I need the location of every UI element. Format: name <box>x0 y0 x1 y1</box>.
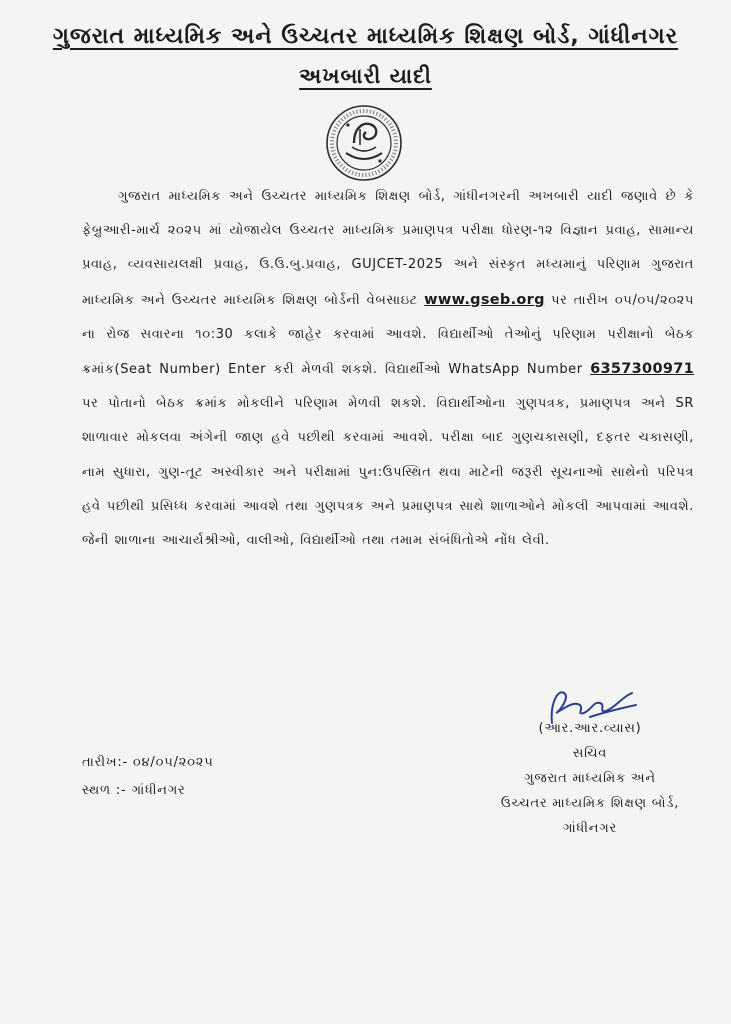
signature-block <box>470 716 710 841</box>
signatory-designation: સચિવ <box>572 746 608 761</box>
org-line-3: ગાંધીનગર <box>562 821 618 836</box>
date-place-block <box>82 749 214 805</box>
body-text-start: ગુજરાત માધ્યમિક અને ઉચ્ચતર માધ્યમિક શિક્ષણ બોર્ડ, ગાંધીનગરની અખબારી યાદી જણાવે છે કે ફેબ્રુઆરી-માર્ચ ૨૦૨૫ માં યોજાયેલ ઉચ્ચતર માધ્યમિક પ્રમાણપત્ર પરીક્ષા ધોરણ-૧૨ વિજ્ઞાન પ્રવાહ, સામાન્ય પ્રવાહ, વ્યવસાયલક્ષી પ્રવાહ, ઉ.ઉ.બુ.પ્રવાહ, GUJCET-2025 અને સંસ્કૃત મધ્યમાનું પરિણામ ગુજરાત માધ્યમિક અને ઉચ્ચતર માધ્યમિક શિક્ષણ બોર્ડની વેબસાઇટ <box>82 189 694 308</box>
org-line-1: ગુજરાત માધ્યમિક અને <box>524 771 656 786</box>
page-title: ગુજરાત માધ્યમિક અને ઉચ્ચતર માધ્યમિક શિક્ષણ બોર્ડ, ગાંધીનગર <box>52 24 679 49</box>
org-line-2: ઉચ્ચતર માધ્યમિક શિક્ષણ બોર્ડ, <box>500 796 680 811</box>
release-date: તારીખ:- ૦૪/૦૫/૨૦૨૫ <box>82 755 214 770</box>
website-link[interactable]: www.gseb.org <box>424 291 545 308</box>
whatsapp-number: 6357300971 <box>590 361 695 378</box>
body-paragraph <box>82 180 694 558</box>
board-seal-icon <box>324 103 404 183</box>
page-subtitle: અખબારી યાદી <box>299 64 432 88</box>
body-text-mid: પર તારીખ ૦૫/૦૫/૨૦૨૫ ના રોજ સવારના ૧૦:30 કલાકે જાહેર કરવામાં આવશે. વિદ્યાર્થીઓ તેઓનું પરિણામ પરીક્ષાનો બેઠક ક્રમાંક(Seat Number) Enter કરી મેળવી શકશે. વિદ્યાર્થીઓ WhatsApp Number <box>82 292 694 378</box>
signatory-name: (આર.આર.વ્યાસ) <box>538 721 642 736</box>
release-place: સ્થળ :- ગાંધીનગર <box>82 783 186 798</box>
body-text-end: પર પોતાનો બેઠક ક્રમાંક મોકલીને પરિણામ મેળવી શકશે. વિદ્યાર્થીઓના ગુણપત્રક, પ્રમાણપત્ર અને SR શાળાવાર મોકલવા અંગેની જાણ હવે પછીથી કરવામાં આવશે. પરીક્ષા બાદ ગુણચકાસણી, દફતર ચકાસણી, નામ સુધારા, ગુણ-તૂટ અસ્વીકાર અને પરીક્ષામાં પુન:ઉપસ્થિત થવા માટેની જરૂરી સૂચનાઓ સાથેનો પરિપત્ર હવે પછીથી પ્રસિધ્ધ કરવામાં આવશે તથા ગુણપત્રક અને પ્રમાણપત્ર સાથે શાળાઓને મોકલી આપવામાં આવશે. જેની શાળાના આચાર્યશ્રીઓ, વાલીઓ, વિદ્યાર્થીઓ તથા તમામ સંબંધિતોએ નોંધ લેવી. <box>82 396 694 549</box>
